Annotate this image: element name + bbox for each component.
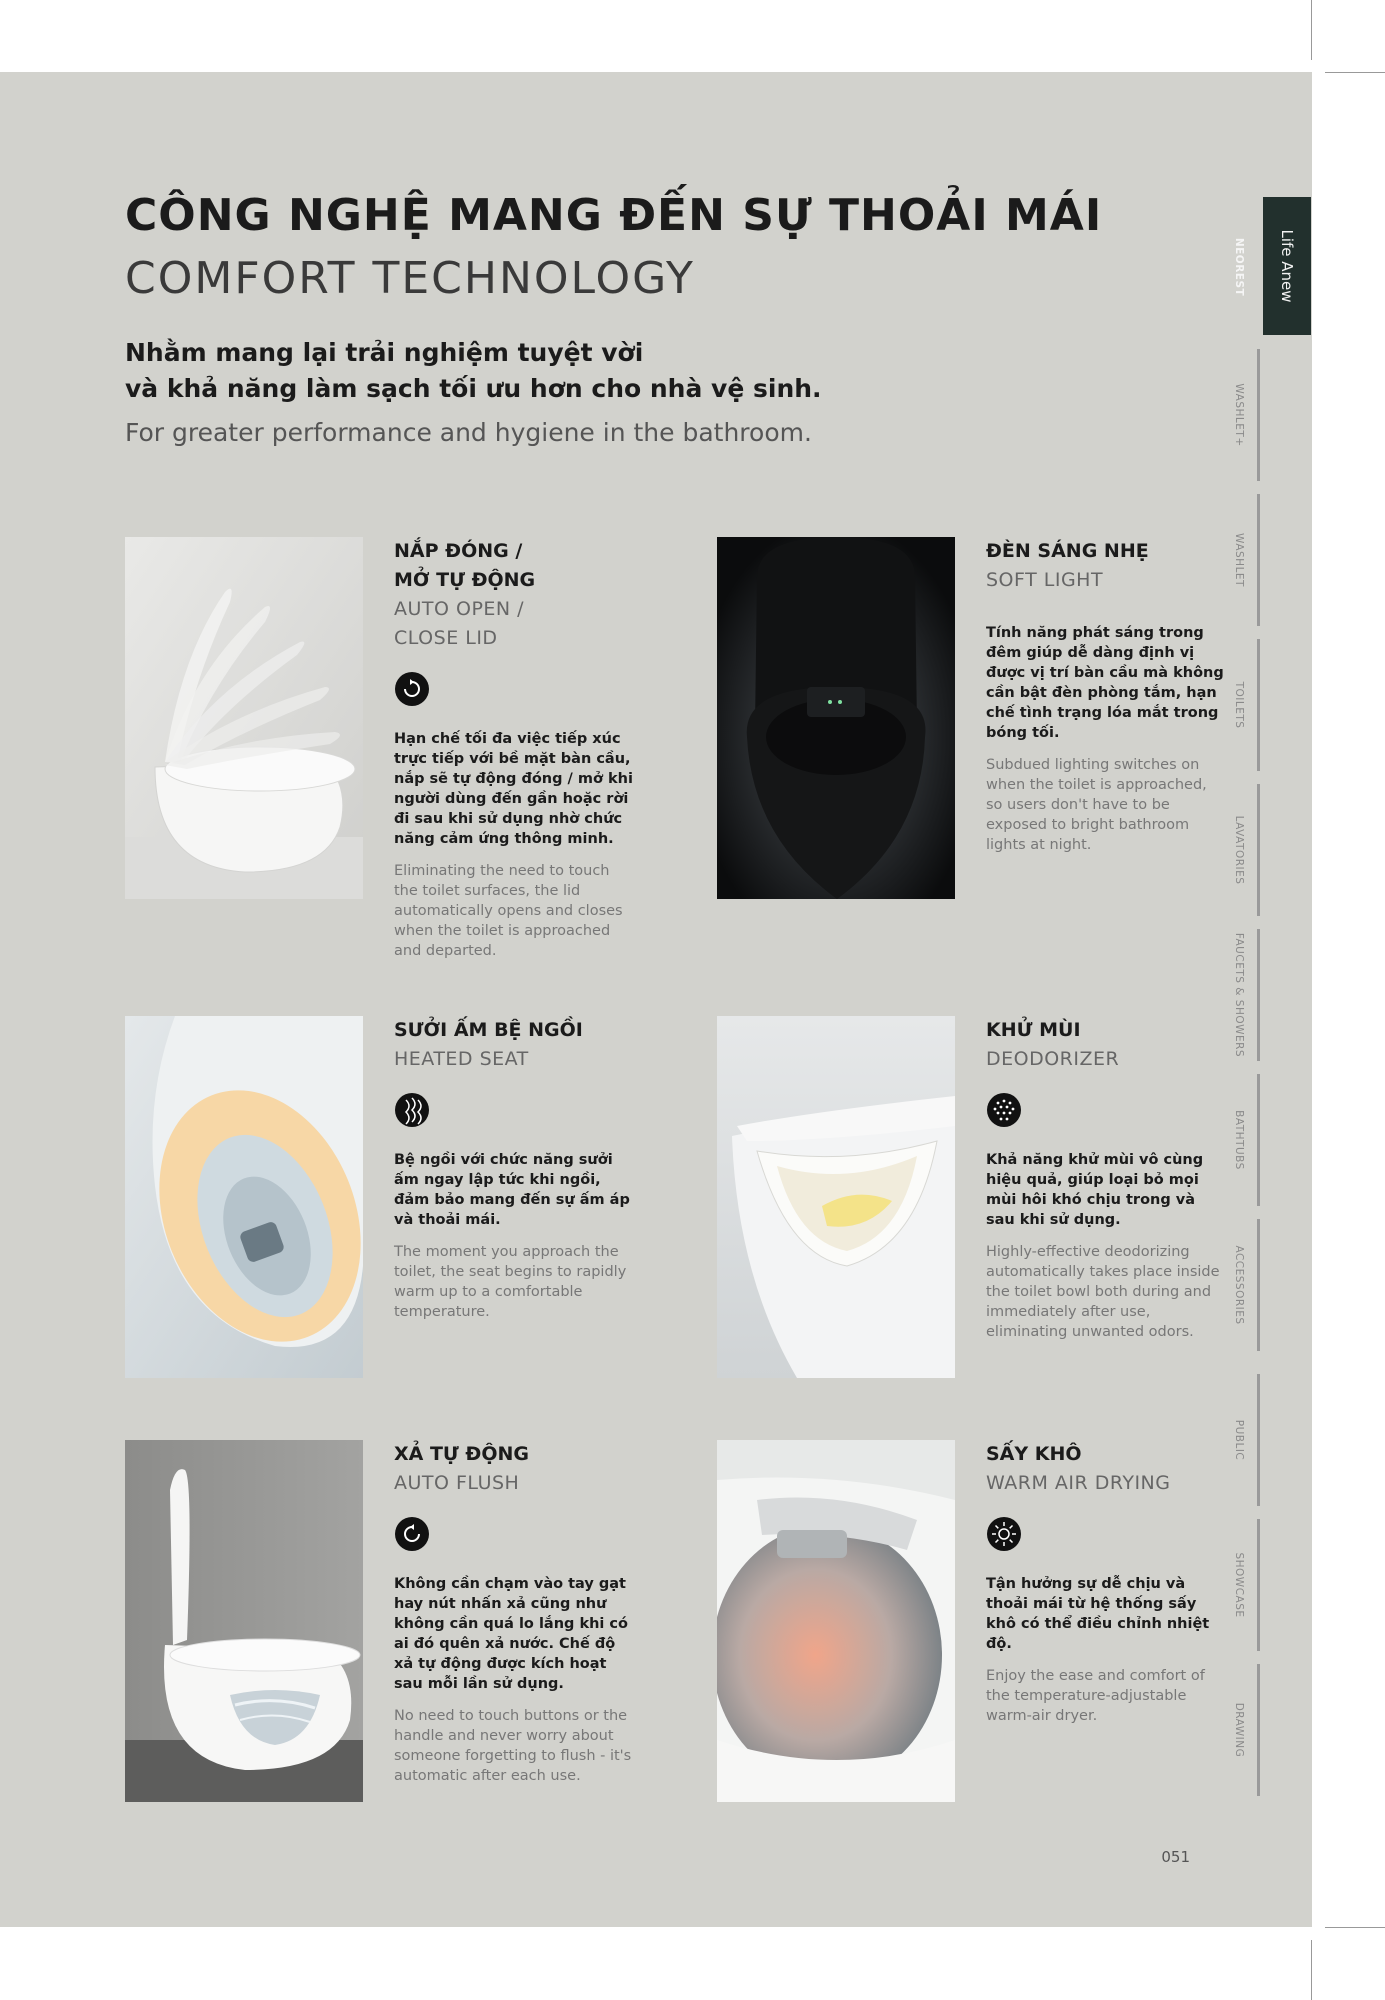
sidebar-divider <box>1257 349 1260 481</box>
feature-text <box>986 537 1226 855</box>
sidebar-item-label: WASHLET <box>1233 533 1245 587</box>
feature-desc-en: No need to touch buttons or the handle and never worry about someone forgetting to flush - it's automatic after each use. <box>394 1708 632 1784</box>
warm-air-icon <box>986 1516 1022 1552</box>
sidebar-item-neorest[interactable] <box>1218 197 1260 337</box>
sidebar-item-label: WASHLET+ <box>1233 383 1245 447</box>
deodorizer-icon <box>986 1092 1022 1128</box>
feature-title-vi: ĐÈN SÁNG NHẸ <box>986 540 1149 562</box>
feature-desc-vi: Khả năng khử mùi vô cùng hiệu quả, giúp loại bỏ mọi mùi hôi khó chịu trong và sau khi sử dụng. <box>986 1152 1204 1228</box>
page-number: 051 <box>1161 1848 1190 1866</box>
feature-desc-en: Subdued lighting switches on when the toilet is approached, so users don't have to be exposed to bright bathroom lights at night. <box>986 757 1207 853</box>
auto-flush-icon <box>394 1516 430 1552</box>
sidebar-item-showcase[interactable] <box>1218 1515 1260 1655</box>
sidebar-item-accessories[interactable] <box>1218 1215 1260 1355</box>
photo-auto-flush <box>125 1440 363 1802</box>
sidebar-item-label: LAVATORIES <box>1233 815 1245 885</box>
sidebar-item-lavatories[interactable] <box>1218 780 1260 920</box>
sidebar-divider <box>1257 784 1260 916</box>
feature-title-vi <box>394 537 634 595</box>
feature-text <box>986 1440 1226 1726</box>
feature-desc-en: Eliminating the need to touch the toilet surfaces, the lid automatically opens and closes when the toilet is approached and departed. <box>394 863 623 959</box>
heated-seat-icon <box>394 1092 430 1128</box>
sidebar-item-label: BATHTUBS <box>1233 1110 1245 1170</box>
trim-line <box>1311 1940 1312 2000</box>
feature-title-vi: SƯỞI ẤM BỆ NGỒI <box>394 1019 583 1041</box>
sidebar-divider <box>1257 1074 1260 1206</box>
page-title-en: COMFORT TECHNOLOGY <box>125 253 695 304</box>
sidebar-divider <box>1257 1519 1260 1651</box>
sidebar-item-washlet[interactable] <box>1218 490 1260 630</box>
feature-desc-vi: Tính năng phát sáng trong đêm giúp dễ dàng định vị được vị trí bàn cầu mà không cần bật đèn phòng tắm, hạn chế tình trạng lóa mắt trong bóng tối. <box>986 625 1224 741</box>
sidebar-item-toilets[interactable] <box>1218 635 1260 775</box>
sidebar-divider <box>1257 929 1260 1061</box>
page-title-vi: CÔNG NGHỆ MANG ĐẾN SỰ THOẢI MÁI <box>125 190 1103 241</box>
feature-title-en: AUTO FLUSH <box>394 1472 520 1494</box>
intro-vi-line: và khả năng làm sạch tối ưu hơn cho nhà vệ sinh. <box>125 374 822 403</box>
feature-desc-en: The moment you approach the toilet, the seat begins to rapidly warm up to a comfortable temperature. <box>394 1244 627 1320</box>
feature-text <box>394 1440 634 1786</box>
sidebar-item-faucets-showers[interactable] <box>1218 925 1260 1065</box>
sidebar-item-washlet[interactable] <box>1218 345 1260 485</box>
sidebar-divider <box>1257 494 1260 626</box>
sidebar-item-label: NEOREST <box>1233 237 1245 297</box>
feature-desc-vi: Không cần chạm vào tay gạt hay nút nhấn xả cũng như không cần quá lo lắng khi có ai đó quên xả nước. Chế độ xả tự động được kích hoạt sau mỗi lần sử dụng. <box>394 1576 628 1692</box>
title-line: AUTO OPEN / <box>394 598 525 620</box>
intro-en: For greater performance and hygiene in the bathroom. <box>125 418 812 447</box>
sidebar-divider <box>1257 201 1260 333</box>
sidebar-item-label: ACCESSORIES <box>1233 1245 1245 1325</box>
photo-auto-lid <box>125 537 363 899</box>
photo-warm-air <box>717 1440 955 1802</box>
photo-soft-light <box>717 537 955 899</box>
feature-title-vi: SẤY KHÔ <box>986 1443 1082 1465</box>
sidebar-item-drawing[interactable] <box>1218 1660 1260 1800</box>
trim-line <box>1325 1927 1385 1928</box>
feature-title-en: DEODORIZER <box>986 1048 1120 1070</box>
sidebar-item-label: PUBLIC <box>1233 1419 1245 1461</box>
feature-title-en: HEATED SEAT <box>394 1048 529 1070</box>
feature-title-en <box>394 595 634 653</box>
title-line: MỞ TỰ ĐỘNG <box>394 569 536 591</box>
feature-desc-en: Enjoy the ease and comfort of the temperature-adjustable warm-air dryer. <box>986 1668 1205 1724</box>
sidebar-item-bathtubs[interactable] <box>1218 1070 1260 1210</box>
feature-text <box>394 537 634 961</box>
photo-deodorizer <box>717 1016 955 1378</box>
feature-desc-vi: Tận hưởng sự dễ chịu và thoải mái từ hệ thống sấy khô có thể điều chỉnh nhiệt độ. <box>986 1576 1210 1652</box>
sidebar-item-label: SHOWCASE <box>1233 1552 1245 1618</box>
sidebar-item-label: TOILETS <box>1233 681 1245 729</box>
intro-vi <box>125 335 1025 407</box>
feature-desc-vi: Bệ ngồi với chức năng sưởi ấm ngay lập tức khi ngồi, đảm bảo mang đến sự ấm áp và thoải mái. <box>394 1152 630 1228</box>
feature-title-vi: KHỬ MÙI <box>986 1019 1081 1041</box>
feature-text <box>394 1016 634 1322</box>
feature-desc-vi: Hạn chế tối đa việc tiếp xúc trực tiếp với bề mặt bàn cầu, nắp sẽ tự động đóng / mở khi người dùng đến gần hoặc rời đi sau khi sử dụng nhờ chức năng cảm ứng thông minh. <box>394 731 633 847</box>
feature-title-en: SOFT LIGHT <box>986 569 1104 591</box>
sidebar-tab-life-anew[interactable] <box>1263 197 1311 335</box>
feature-title-en: WARM AIR DRYING <box>986 1472 1171 1494</box>
title-line: CLOSE LID <box>394 627 498 649</box>
feature-text <box>986 1016 1226 1342</box>
sidebar-divider <box>1257 1374 1260 1506</box>
feature-title-vi: XẢ TỰ ĐỘNG <box>394 1443 529 1465</box>
trim-line <box>1311 0 1312 60</box>
photo-heated-seat <box>125 1016 363 1378</box>
intro-vi-line: Nhằm mang lại trải nghiệm tuyệt vời <box>125 338 644 367</box>
sidebar-tab-label: Life Anew <box>1278 229 1296 303</box>
sidebar-divider <box>1257 639 1260 771</box>
sidebar-divider <box>1257 1219 1260 1351</box>
feature-desc-en: Highly-effective deodorizing automatically takes place inside the toilet bowl both during and immediately after use, eliminating unwanted odors. <box>986 1244 1220 1340</box>
sidebar-divider <box>1257 1664 1260 1796</box>
sidebar-item-public[interactable] <box>1218 1370 1260 1510</box>
title-line: NẮP ĐÓNG / <box>394 540 523 562</box>
sidebar-item-label: DRAWING <box>1233 1702 1245 1758</box>
auto-lid-icon <box>394 671 430 707</box>
trim-line <box>1325 72 1385 73</box>
sidebar-item-label: FAUCETS & SHOWERS <box>1233 932 1245 1058</box>
